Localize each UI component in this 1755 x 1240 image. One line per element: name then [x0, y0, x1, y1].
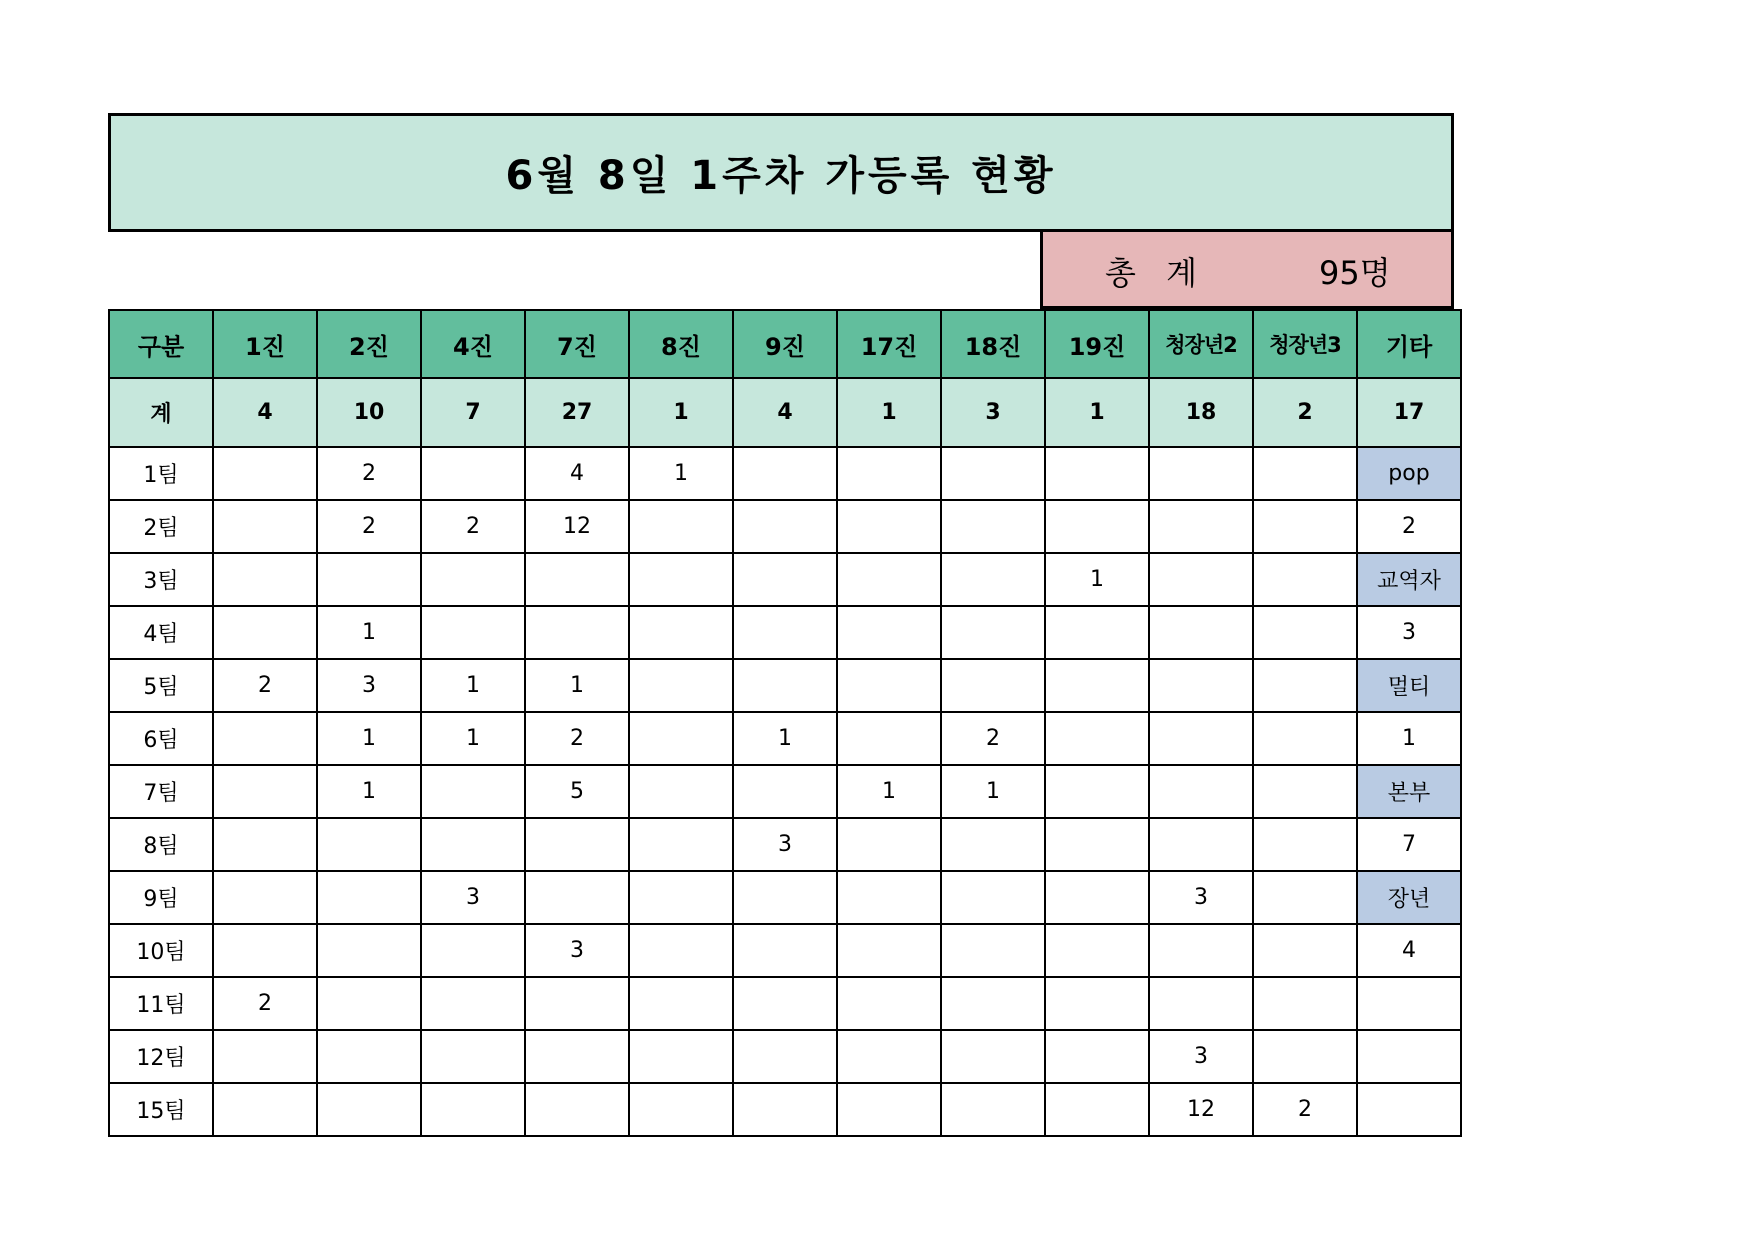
table-row: [109, 765, 1461, 818]
table-cell: [1149, 712, 1253, 765]
table-cell: [1149, 818, 1253, 871]
table-cell: [213, 924, 317, 977]
table-cell: [629, 977, 733, 1030]
total-label: 총 계: [1105, 254, 1207, 292]
table-cell: [837, 553, 941, 606]
table-row: [109, 871, 1461, 924]
table-cell: 2: [1253, 1083, 1357, 1136]
table-cell: [317, 977, 421, 1030]
total-row-label: 계: [109, 378, 213, 447]
table-row: [109, 712, 1461, 765]
registration-table: [108, 309, 1462, 1137]
table-cell: 4: [1357, 924, 1461, 977]
row-label: 1팀: [109, 447, 213, 500]
row-label: 7팀: [109, 765, 213, 818]
table-cell: [837, 606, 941, 659]
total-cell: 7: [421, 378, 525, 447]
table-cell: [213, 553, 317, 606]
row-label: 12팀: [109, 1030, 213, 1083]
table-cell: 2: [317, 500, 421, 553]
table-cell: [525, 871, 629, 924]
table-cell: [941, 818, 1045, 871]
table-header-row: [109, 310, 1461, 378]
table-cell: 7: [1357, 818, 1461, 871]
table-cell: 1: [1357, 712, 1461, 765]
table-cell: [941, 977, 1045, 1030]
table-cell: [1253, 818, 1357, 871]
table-cell: 1: [1045, 553, 1149, 606]
table-cell: pop: [1357, 447, 1461, 500]
total-cell: 18: [1149, 378, 1253, 447]
table-row: [109, 1030, 1461, 1083]
table-cell: [317, 924, 421, 977]
table-cell: [213, 447, 317, 500]
table-cell: [733, 1030, 837, 1083]
table-cell: [1045, 977, 1149, 1030]
table-cell: 1: [421, 659, 525, 712]
table-row: [109, 818, 1461, 871]
table-row: [109, 553, 1461, 606]
table-cell: [213, 871, 317, 924]
table-cell: [629, 606, 733, 659]
table-cell: [941, 500, 1045, 553]
table-cell: [213, 606, 317, 659]
row-label: 2팀: [109, 500, 213, 553]
table-cell: [317, 871, 421, 924]
table-cell: [1253, 977, 1357, 1030]
table-cell: [525, 1030, 629, 1083]
table-cell: [1045, 924, 1149, 977]
total-row: [109, 378, 1461, 447]
table-cell: [1149, 500, 1253, 553]
table-cell: 1: [629, 447, 733, 500]
table-cell: [1045, 712, 1149, 765]
row-label: 9팀: [109, 871, 213, 924]
total-cell: 27: [525, 378, 629, 447]
table-cell: 교역자: [1357, 553, 1461, 606]
table-cell: [941, 1083, 1045, 1136]
table-cell: [733, 659, 837, 712]
table-cell: [629, 553, 733, 606]
table-cell: 1: [421, 712, 525, 765]
table-cell: [421, 765, 525, 818]
table-cell: 1: [733, 712, 837, 765]
table-cell: [213, 765, 317, 818]
table-row: [109, 977, 1461, 1030]
table-cell: [1149, 553, 1253, 606]
column-header: 18진: [941, 310, 1045, 378]
table-cell: [1045, 447, 1149, 500]
table-cell: 3: [733, 818, 837, 871]
table-cell: 1: [525, 659, 629, 712]
table-cell: [733, 765, 837, 818]
table-cell: [941, 924, 1045, 977]
table-cell: [525, 818, 629, 871]
table-cell: [629, 924, 733, 977]
table-cell: [1149, 606, 1253, 659]
table-cell: [421, 606, 525, 659]
total-summary-box: [1040, 232, 1454, 309]
table-cell: [1045, 1083, 1149, 1136]
table-cell: [837, 1030, 941, 1083]
total-cell: 1: [629, 378, 733, 447]
table-cell: [837, 871, 941, 924]
table-cell: [317, 818, 421, 871]
table-cell: [1045, 765, 1149, 818]
table-cell: 2: [525, 712, 629, 765]
table-cell: 3: [1357, 606, 1461, 659]
table-cell: 본부: [1357, 765, 1461, 818]
row-label: 8팀: [109, 818, 213, 871]
column-header: 17진: [837, 310, 941, 378]
table-cell: [525, 977, 629, 1030]
row-label: 4팀: [109, 606, 213, 659]
table-cell: 1: [837, 765, 941, 818]
row-label: 6팀: [109, 712, 213, 765]
table-cell: [525, 553, 629, 606]
table-row: [109, 924, 1461, 977]
table-cell: [213, 818, 317, 871]
table-cell: [1149, 977, 1253, 1030]
table-cell: [525, 1083, 629, 1136]
table-cell: [629, 871, 733, 924]
table-cell: [1253, 447, 1357, 500]
table-cell: [421, 924, 525, 977]
table-cell: 3: [421, 871, 525, 924]
table-cell: [1045, 818, 1149, 871]
total-cell: 4: [213, 378, 317, 447]
table-row: [109, 659, 1461, 712]
table-cell: [1045, 1030, 1149, 1083]
table-cell: [629, 1030, 733, 1083]
table-cell: [525, 606, 629, 659]
page-title: 6월 8일 1주차 가등록 현황: [108, 113, 1454, 232]
table-cell: [1149, 659, 1253, 712]
table-cell: [837, 924, 941, 977]
table-cell: 3: [317, 659, 421, 712]
table-cell: [421, 977, 525, 1030]
column-header: 4진: [421, 310, 525, 378]
total-cell: 3: [941, 378, 1045, 447]
table-cell: [733, 1083, 837, 1136]
table-cell: [941, 553, 1045, 606]
total-cell: 1: [837, 378, 941, 447]
total-cell: 1: [1045, 378, 1149, 447]
table-cell: [629, 659, 733, 712]
table-row: [109, 447, 1461, 500]
total-value: 95명: [1319, 254, 1391, 292]
table-cell: [421, 1030, 525, 1083]
table-cell: [213, 500, 317, 553]
table-row: [109, 500, 1461, 553]
table-cell: [317, 1083, 421, 1136]
table-cell: [629, 500, 733, 553]
table-cell: 5: [525, 765, 629, 818]
total-cell: 10: [317, 378, 421, 447]
table-cell: [317, 1030, 421, 1083]
table-cell: [213, 1030, 317, 1083]
table-cell: 12: [1149, 1083, 1253, 1136]
table-cell: 3: [525, 924, 629, 977]
table-cell: [837, 712, 941, 765]
table-cell: [733, 553, 837, 606]
table-cell: [1253, 606, 1357, 659]
table-cell: [1357, 1030, 1461, 1083]
table-cell: [837, 659, 941, 712]
table-cell: [421, 447, 525, 500]
table-cell: [941, 659, 1045, 712]
table-row: [109, 606, 1461, 659]
column-header: 9진: [733, 310, 837, 378]
table-cell: [1357, 977, 1461, 1030]
row-label: 5팀: [109, 659, 213, 712]
table-cell: 1: [941, 765, 1045, 818]
total-cell: 4: [733, 378, 837, 447]
table-cell: 1: [317, 765, 421, 818]
table-cell: 2: [213, 977, 317, 1030]
column-header: 청장년3: [1253, 310, 1357, 378]
table-cell: [733, 447, 837, 500]
table-cell: [1253, 659, 1357, 712]
table-cell: [421, 818, 525, 871]
table-cell: [1149, 447, 1253, 500]
column-header: 2진: [317, 310, 421, 378]
table-cell: 4: [525, 447, 629, 500]
table-cell: [421, 553, 525, 606]
table-cell: [1149, 924, 1253, 977]
table-cell: 2: [941, 712, 1045, 765]
table-cell: [1253, 765, 1357, 818]
table-cell: [1253, 553, 1357, 606]
table-cell: [941, 447, 1045, 500]
table-cell: [1253, 871, 1357, 924]
table-cell: [1045, 500, 1149, 553]
table-cell: 1: [317, 606, 421, 659]
table-cell: [1045, 606, 1149, 659]
table-cell: [421, 1083, 525, 1136]
table-cell: 2: [421, 500, 525, 553]
table-cell: [213, 1083, 317, 1136]
table-cell: [317, 553, 421, 606]
column-header: 19진: [1045, 310, 1149, 378]
total-cell: 17: [1357, 378, 1461, 447]
column-header: 7진: [525, 310, 629, 378]
table-cell: [837, 1083, 941, 1136]
table-cell: [733, 924, 837, 977]
table-cell: 멀티: [1357, 659, 1461, 712]
table-cell: [1253, 1030, 1357, 1083]
column-header: 8진: [629, 310, 733, 378]
column-header: 청장년2: [1149, 310, 1253, 378]
column-header: 구분: [109, 310, 213, 378]
table-cell: [941, 871, 1045, 924]
table-cell: [1253, 712, 1357, 765]
table-cell: [837, 977, 941, 1030]
table-cell: [1045, 659, 1149, 712]
column-header: 1진: [213, 310, 317, 378]
table-cell: [629, 1083, 733, 1136]
table-cell: [629, 712, 733, 765]
table-cell: [733, 977, 837, 1030]
table-cell: 장년: [1357, 871, 1461, 924]
table-cell: [733, 500, 837, 553]
table-cell: [733, 871, 837, 924]
table-cell: [629, 818, 733, 871]
table-cell: [213, 712, 317, 765]
table-cell: 2: [317, 447, 421, 500]
table-cell: [941, 1030, 1045, 1083]
table-cell: 12: [525, 500, 629, 553]
table-cell: [1253, 924, 1357, 977]
table-cell: [1357, 1083, 1461, 1136]
table-cell: [1149, 765, 1253, 818]
row-label: 11팀: [109, 977, 213, 1030]
table-cell: 1: [317, 712, 421, 765]
table-row: [109, 1083, 1461, 1136]
table-cell: [629, 765, 733, 818]
table-cell: [733, 606, 837, 659]
table-cell: [837, 818, 941, 871]
table-cell: [837, 500, 941, 553]
table-cell: 3: [1149, 871, 1253, 924]
column-header: 기타: [1357, 310, 1461, 378]
row-label: 3팀: [109, 553, 213, 606]
table-cell: [837, 447, 941, 500]
table-cell: [941, 606, 1045, 659]
table-cell: [1253, 500, 1357, 553]
table-cell: 3: [1149, 1030, 1253, 1083]
row-label: 15팀: [109, 1083, 213, 1136]
table-cell: [1045, 871, 1149, 924]
table-cell: 2: [213, 659, 317, 712]
row-label: 10팀: [109, 924, 213, 977]
table-cell: 2: [1357, 500, 1461, 553]
total-cell: 2: [1253, 378, 1357, 447]
